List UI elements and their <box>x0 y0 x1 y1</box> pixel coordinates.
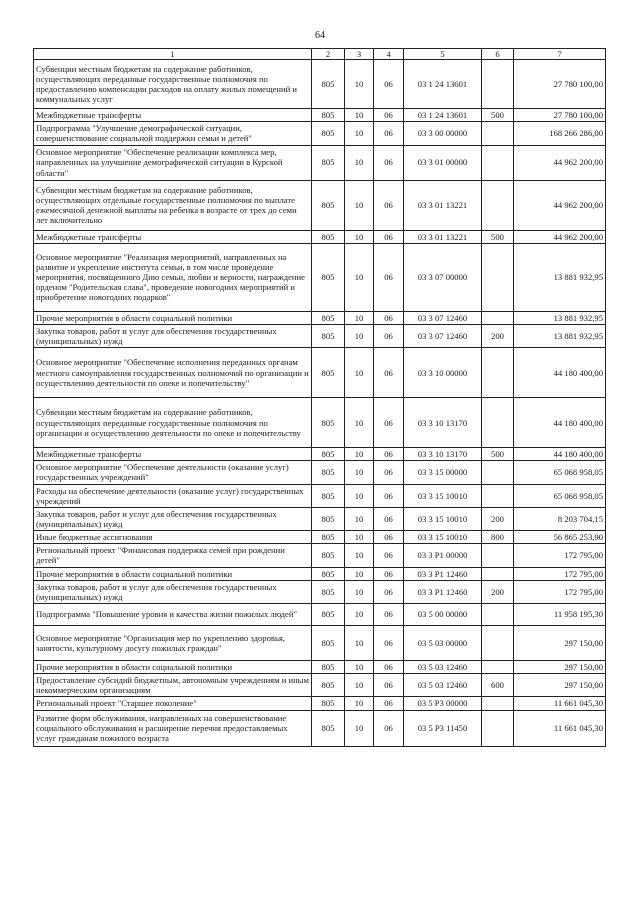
row-amount-cell: 44 180 400,00 <box>514 448 606 461</box>
row-section-cell: 10 <box>345 398 374 448</box>
row-expense-type-cell: 200 <box>482 580 514 603</box>
row-grbs-cell: 805 <box>312 603 345 625</box>
table-row <box>34 60 606 109</box>
row-amount-cell: 11 661 045,30 <box>514 697 606 710</box>
row-grbs-cell: 805 <box>312 243 345 311</box>
row-target-code-cell: 03 3 P1 12460 <box>404 567 482 580</box>
table-row <box>34 109 606 122</box>
row-amount-cell: 8 203 704,15 <box>514 507 606 530</box>
row-target-code-cell: 03 3 10 00000 <box>404 348 482 398</box>
row-amount-cell: 44 180 400,00 <box>514 398 606 448</box>
row-target-code-cell: 03 5 03 00000 <box>404 625 482 660</box>
header-cell: 1 <box>34 49 312 60</box>
row-grbs-cell: 805 <box>312 697 345 710</box>
row-grbs-cell: 805 <box>312 625 345 660</box>
row-expense-type-cell: 500 <box>482 230 514 243</box>
table-row <box>34 180 606 230</box>
row-expense-type-cell <box>482 311 514 324</box>
row-target-code-cell: 03 3 10 13170 <box>404 398 482 448</box>
row-section-cell: 10 <box>345 180 374 230</box>
row-grbs-cell: 805 <box>312 398 345 448</box>
row-subsection-cell: 06 <box>374 243 404 311</box>
row-grbs-cell: 805 <box>312 531 345 544</box>
header-row <box>34 49 606 60</box>
row-subsection-cell: 06 <box>374 580 404 603</box>
table-row <box>34 674 606 697</box>
row-grbs-cell: 805 <box>312 448 345 461</box>
row-name-cell: Основное мероприятие "Организация мер по укреплению здоровья, занятости, культурному досугу пожилых граждан" <box>34 625 312 660</box>
row-expense-type-cell: 200 <box>482 324 514 347</box>
row-section-cell: 10 <box>345 311 374 324</box>
row-target-code-cell: 03 3 07 00000 <box>404 243 482 311</box>
row-section-cell: 10 <box>345 567 374 580</box>
table-row <box>34 122 606 145</box>
row-section-cell: 10 <box>345 507 374 530</box>
row-name-cell: Прочие мероприятия в области социальной политики <box>34 567 312 580</box>
row-subsection-cell: 06 <box>374 544 404 567</box>
row-section-cell: 10 <box>345 230 374 243</box>
row-name-cell: Прочие мероприятия в области социальной политики <box>34 311 312 324</box>
row-grbs-cell: 805 <box>312 324 345 347</box>
row-target-code-cell: 03 3 15 00000 <box>404 461 482 484</box>
row-subsection-cell: 06 <box>374 531 404 544</box>
row-grbs-cell: 805 <box>312 109 345 122</box>
row-target-code-cell: 03 3 01 13221 <box>404 230 482 243</box>
table-row <box>34 567 606 580</box>
row-section-cell: 10 <box>345 448 374 461</box>
row-name-cell: Региональный проект "Старшее поколение" <box>34 697 312 710</box>
row-amount-cell: 44 180 400,00 <box>514 348 606 398</box>
row-subsection-cell: 06 <box>374 625 404 660</box>
row-subsection-cell: 06 <box>374 398 404 448</box>
row-subsection-cell: 06 <box>374 674 404 697</box>
table-row <box>34 243 606 311</box>
row-expense-type-cell <box>482 710 514 746</box>
row-expense-type-cell: 200 <box>482 507 514 530</box>
row-amount-cell: 44 962 200,00 <box>514 145 606 180</box>
row-target-code-cell: 03 5 00 00000 <box>404 603 482 625</box>
row-expense-type-cell <box>482 660 514 673</box>
row-amount-cell: 297 150,00 <box>514 674 606 697</box>
row-amount-cell: 297 150,00 <box>514 625 606 660</box>
row-grbs-cell: 805 <box>312 145 345 180</box>
row-amount-cell: 65 068 958,05 <box>514 484 606 507</box>
row-amount-cell: 13 881 932,95 <box>514 243 606 311</box>
row-amount-cell: 13 881 932,95 <box>514 311 606 324</box>
row-name-cell: Закупка товаров, работ и услуг для обеспечения государственных (муниципальных) нужд <box>34 324 312 347</box>
row-amount-cell: 44 962 200,00 <box>514 180 606 230</box>
row-name-cell: Развитие форм обслуживания, направленных на совершенствование социального обслуживания и расширение перечня предоставляемых услуг гражданам пожилого возраста <box>34 710 312 746</box>
row-amount-cell: 11 958 195,30 <box>514 603 606 625</box>
row-amount-cell: 56 865 253,90 <box>514 531 606 544</box>
row-amount-cell: 27 780 100,00 <box>514 60 606 109</box>
header-cell: 5 <box>404 49 482 60</box>
row-grbs-cell: 805 <box>312 507 345 530</box>
table-row <box>34 580 606 603</box>
row-name-cell: Межбюджетные трансферты <box>34 109 312 122</box>
row-grbs-cell: 805 <box>312 484 345 507</box>
table-row <box>34 448 606 461</box>
row-section-cell: 10 <box>345 348 374 398</box>
row-grbs-cell: 805 <box>312 660 345 673</box>
row-subsection-cell: 06 <box>374 324 404 347</box>
row-section-cell: 10 <box>345 580 374 603</box>
row-subsection-cell: 06 <box>374 60 404 109</box>
row-name-cell: Субвенции местным бюджетам на содержание работников, осуществляющих переданные государственные полномочия по организации и осуществлению деятельности по опеке и попечительству <box>34 398 312 448</box>
row-name-cell: Региональный проект "Финансовая поддержка семей при рождении детей" <box>34 544 312 567</box>
row-target-code-cell: 03 3 10 13170 <box>404 448 482 461</box>
row-subsection-cell: 06 <box>374 507 404 530</box>
row-section-cell: 10 <box>345 324 374 347</box>
row-name-cell: Основное мероприятие "Реализация мероприятий, направленных на развитие и укрепление института семьи, в том числе проведение мероприятия, посвященного Дню семьи, любви и верности, награждение орденом "Родительская слава", проведение новогодних мероприятий и приобретение новогодних подарков" <box>34 243 312 311</box>
row-grbs-cell: 805 <box>312 60 345 109</box>
row-name-cell: Межбюджетные трансферты <box>34 230 312 243</box>
row-section-cell: 10 <box>345 697 374 710</box>
table-row <box>34 145 606 180</box>
table-row <box>34 507 606 530</box>
row-expense-type-cell <box>482 180 514 230</box>
row-target-code-cell: 03 3 P1 00000 <box>404 544 482 567</box>
table-row <box>34 230 606 243</box>
row-expense-type-cell <box>482 567 514 580</box>
row-name-cell: Подпрограмма "Улучшение демографической ситуации, совершенствование социальной поддержки семьи и детей" <box>34 122 312 145</box>
row-subsection-cell: 06 <box>374 180 404 230</box>
row-name-cell: Субвенции местным бюджетам на содержание работников, осуществляющих переданные государственные полномочия по предоставлению компенсации расходов на оплату жилых помещений и коммунальных услуг <box>34 60 312 109</box>
row-grbs-cell: 805 <box>312 122 345 145</box>
row-subsection-cell: 06 <box>374 603 404 625</box>
row-subsection-cell: 06 <box>374 697 404 710</box>
header-cell: 7 <box>514 49 606 60</box>
row-subsection-cell: 06 <box>374 348 404 398</box>
row-section-cell: 10 <box>345 660 374 673</box>
page-number: 64 <box>315 30 325 41</box>
row-name-cell: Закупка товаров, работ и услуг для обеспечения государственных (муниципальных) нужд <box>34 507 312 530</box>
row-section-cell: 10 <box>345 544 374 567</box>
row-target-code-cell: 03 1 24 13601 <box>404 109 482 122</box>
header-cell: 6 <box>482 49 514 60</box>
row-amount-cell: 172 795,00 <box>514 580 606 603</box>
row-grbs-cell: 805 <box>312 544 345 567</box>
row-name-cell: Расходы на обеспечение деятельности (оказание услуг) государственных учреждений <box>34 484 312 507</box>
row-target-code-cell: 03 3 01 00000 <box>404 145 482 180</box>
row-subsection-cell: 06 <box>374 311 404 324</box>
row-expense-type-cell: 600 <box>482 674 514 697</box>
table-row <box>34 603 606 625</box>
table-row <box>34 311 606 324</box>
row-target-code-cell: 03 5 P3 11450 <box>404 710 482 746</box>
row-section-cell: 10 <box>345 122 374 145</box>
row-expense-type-cell <box>482 398 514 448</box>
row-amount-cell: 65 068 958,05 <box>514 461 606 484</box>
row-subsection-cell: 06 <box>374 567 404 580</box>
row-target-code-cell: 03 5 03 12460 <box>404 674 482 697</box>
table-row <box>34 710 606 746</box>
row-grbs-cell: 805 <box>312 710 345 746</box>
row-section-cell: 10 <box>345 625 374 660</box>
row-section-cell: 10 <box>345 484 374 507</box>
table-row <box>34 348 606 398</box>
row-section-cell: 10 <box>345 461 374 484</box>
row-expense-type-cell <box>482 122 514 145</box>
header-cell: 3 <box>345 49 374 60</box>
header-cell: 2 <box>312 49 345 60</box>
row-target-code-cell: 03 3 15 10010 <box>404 484 482 507</box>
row-grbs-cell: 805 <box>312 674 345 697</box>
row-amount-cell: 172 795,00 <box>514 544 606 567</box>
table-row <box>34 484 606 507</box>
table-row <box>34 531 606 544</box>
row-expense-type-cell: 500 <box>482 448 514 461</box>
row-subsection-cell: 06 <box>374 484 404 507</box>
row-expense-type-cell <box>482 544 514 567</box>
row-subsection-cell: 06 <box>374 230 404 243</box>
row-expense-type-cell <box>482 145 514 180</box>
row-section-cell: 10 <box>345 243 374 311</box>
table-row <box>34 324 606 347</box>
row-subsection-cell: 06 <box>374 448 404 461</box>
row-subsection-cell: 06 <box>374 109 404 122</box>
row-section-cell: 10 <box>345 109 374 122</box>
row-name-cell: Основное мероприятие "Обеспечение деятельности (оказание услуг) государственных учреждений" <box>34 461 312 484</box>
row-target-code-cell: 03 3 15 10010 <box>404 507 482 530</box>
table-row <box>34 660 606 673</box>
row-expense-type-cell <box>482 243 514 311</box>
row-subsection-cell: 06 <box>374 461 404 484</box>
row-target-code-cell: 03 5 03 12460 <box>404 660 482 673</box>
row-subsection-cell: 06 <box>374 710 404 746</box>
row-target-code-cell: 03 1 24 13601 <box>404 60 482 109</box>
row-grbs-cell: 805 <box>312 311 345 324</box>
row-section-cell: 10 <box>345 60 374 109</box>
row-grbs-cell: 805 <box>312 461 345 484</box>
table-row <box>34 544 606 567</box>
row-amount-cell: 168 266 286,00 <box>514 122 606 145</box>
row-target-code-cell: 03 3 15 10010 <box>404 531 482 544</box>
table-row <box>34 697 606 710</box>
row-name-cell: Подпрограмма "Повышение уровня и качества жизни пожилых людей" <box>34 603 312 625</box>
table-row <box>34 398 606 448</box>
row-amount-cell: 11 661 045,30 <box>514 710 606 746</box>
row-name-cell: Межбюджетные трансферты <box>34 448 312 461</box>
row-name-cell: Основное мероприятие "Обеспечение исполнения переданных органам местного самоуправления государственных полномочий по организации и осуществлению деятельности по опеке и попечительству" <box>34 348 312 398</box>
row-section-cell: 10 <box>345 145 374 180</box>
budget-table <box>33 48 606 747</box>
row-subsection-cell: 06 <box>374 660 404 673</box>
row-grbs-cell: 805 <box>312 230 345 243</box>
row-section-cell: 10 <box>345 674 374 697</box>
row-name-cell: Субвенции местным бюджетам на содержание работников, осуществляющих отдельные государственные полномочия по выплате ежемесячной денежной выплаты на ребенка в возрасте от трех до семи лет включительно <box>34 180 312 230</box>
row-subsection-cell: 06 <box>374 122 404 145</box>
row-name-cell: Иные бюджетные ассигнования <box>34 531 312 544</box>
row-name-cell: Закупка товаров, работ и услуг для обеспечения государственных (муниципальных) нужд <box>34 580 312 603</box>
row-expense-type-cell <box>482 461 514 484</box>
row-subsection-cell: 06 <box>374 145 404 180</box>
row-section-cell: 10 <box>345 710 374 746</box>
row-grbs-cell: 805 <box>312 348 345 398</box>
row-amount-cell: 44 962 200,00 <box>514 230 606 243</box>
row-expense-type-cell <box>482 625 514 660</box>
row-section-cell: 10 <box>345 531 374 544</box>
row-name-cell: Прочие мероприятия в области социальной политики <box>34 660 312 673</box>
row-section-cell: 10 <box>345 603 374 625</box>
row-grbs-cell: 805 <box>312 567 345 580</box>
row-amount-cell: 172 795,00 <box>514 567 606 580</box>
row-grbs-cell: 805 <box>312 580 345 603</box>
row-target-code-cell: 03 3 01 13221 <box>404 180 482 230</box>
row-target-code-cell: 03 5 P3 00000 <box>404 697 482 710</box>
table-row <box>34 625 606 660</box>
row-name-cell: Основное мероприятие "Обеспечение реализации комплекса мер, направленных на улучшение демографической ситуации в Курской области" <box>34 145 312 180</box>
table-row <box>34 461 606 484</box>
row-expense-type-cell <box>482 348 514 398</box>
row-target-code-cell: 03 3 07 12460 <box>404 311 482 324</box>
row-amount-cell: 297 150,00 <box>514 660 606 673</box>
row-name-cell: Предоставление субсидий бюджетным, автономным учреждениям и иным некоммерческим организациям <box>34 674 312 697</box>
row-target-code-cell: 03 3 P1 12460 <box>404 580 482 603</box>
row-expense-type-cell: 800 <box>482 531 514 544</box>
row-expense-type-cell <box>482 60 514 109</box>
row-expense-type-cell <box>482 484 514 507</box>
row-grbs-cell: 805 <box>312 180 345 230</box>
row-expense-type-cell: 500 <box>482 109 514 122</box>
header-cell: 4 <box>374 49 404 60</box>
row-amount-cell: 13 881 932,95 <box>514 324 606 347</box>
row-amount-cell: 27 780 100,00 <box>514 109 606 122</box>
row-expense-type-cell <box>482 603 514 625</box>
row-target-code-cell: 03 3 00 00000 <box>404 122 482 145</box>
row-expense-type-cell <box>482 697 514 710</box>
row-target-code-cell: 03 3 07 12460 <box>404 324 482 347</box>
